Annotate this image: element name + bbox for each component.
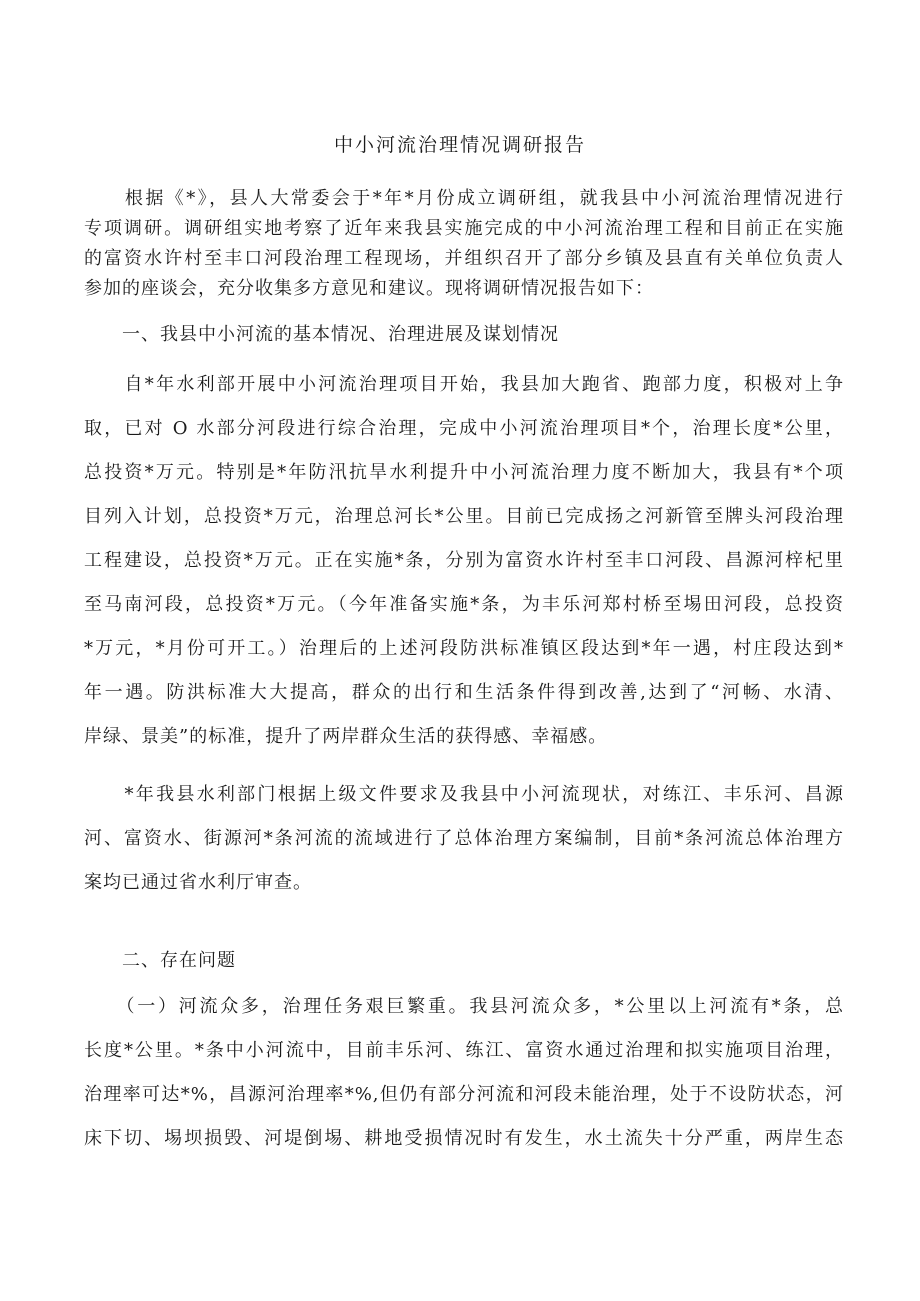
text-line: 床下切、埸坝损毁、河堤倒埸、耕地受损情况时有发生，水土流失十分严重，两岸生态: [84, 1128, 844, 1149]
text-line: 年一遇。防洪标准大大提高，群众的出行和生活条件得到改善,达到了“河畅、水清、: [84, 682, 844, 703]
text-line: 根据《*》，县人大常委会于*年*月份成立调研组，就我县中小河流治理情况进行: [84, 188, 844, 209]
section-heading-1: 一、我县中小河流的基本情况、治理进展及谋划情况: [84, 324, 559, 345]
text-line: 的富资水许村至丰口河段治理工程现场，并组织召开了部分乡镇及县直有关单位负责人: [84, 248, 844, 269]
text-line: 自*年水利部开展中小河流治理项目开始，我县加大跑省、跑部力度，积极对上争: [84, 374, 844, 395]
text-line: 河、富资水、街源河*条河流的流域进行了总体治理方案编制，目前*条河流总体治理方: [84, 828, 844, 849]
text-line: 至马南河段，总投资*万元。（今年准备实施*条，为丰乐河郑村桥至埸田河段，总投资: [84, 594, 844, 615]
text-line: 岸绿、景美”的标准，提升了两岸群众生活的获得感、幸福感。: [84, 726, 608, 747]
text-line: 案均已通过省水利厅审查。: [84, 872, 312, 893]
text-line: 参加的座谈会，充分收集多方意见和建议。现将调研情况报告如下：: [84, 278, 654, 299]
text-line: 专项调研。调研组实地考察了近年来我县实施完成的中小河流治理工程和目前正在实施: [84, 218, 844, 239]
section-heading-2: 二、存在问题: [84, 950, 236, 971]
text-line: 长度*公里。*条中小河流中，目前丰乐河、练江、富资水通过治理和拟实施项目治理，: [84, 1040, 844, 1061]
document-title: 中小河流治理情况调研报告: [333, 134, 586, 156]
text-line: （一）河流众多，治理任务艰巨繁重。我县河流众多，*公里以上河流有*条，总: [84, 996, 844, 1017]
text-line: 工程建设，总投资*万元。正在实施*条，分别为富资水许村至丰口河段、昌源河梓杞里: [84, 550, 844, 571]
text-line: 总投资*万元。特别是*年防汛抗旱水利提升中小河流治理力度不断加大，我县有*个项: [84, 462, 844, 483]
text-line: 目列入计划，总投资*万元，治理总河长*公里。目前已完成扬之河新管至牌头河段治理: [84, 506, 844, 527]
text-line: 取，已对 O 水部分河段进行综合治理，完成中小河流治理项目*个，治理长度*公里，: [84, 418, 844, 439]
text-line: *年我县水利部门根据上级文件要求及我县中小河流现状，对练江、丰乐河、昌源: [84, 784, 844, 805]
text-line: 治理率可达*%，昌源河治理率*%,但仍有部分河流和河段未能治理，处于不设防状态，河: [84, 1084, 844, 1105]
text-line: *万元，*月份可开工。）治理后的上述河段防洪标准镇区段达到*年一遇，村庄段达到*: [84, 638, 844, 659]
